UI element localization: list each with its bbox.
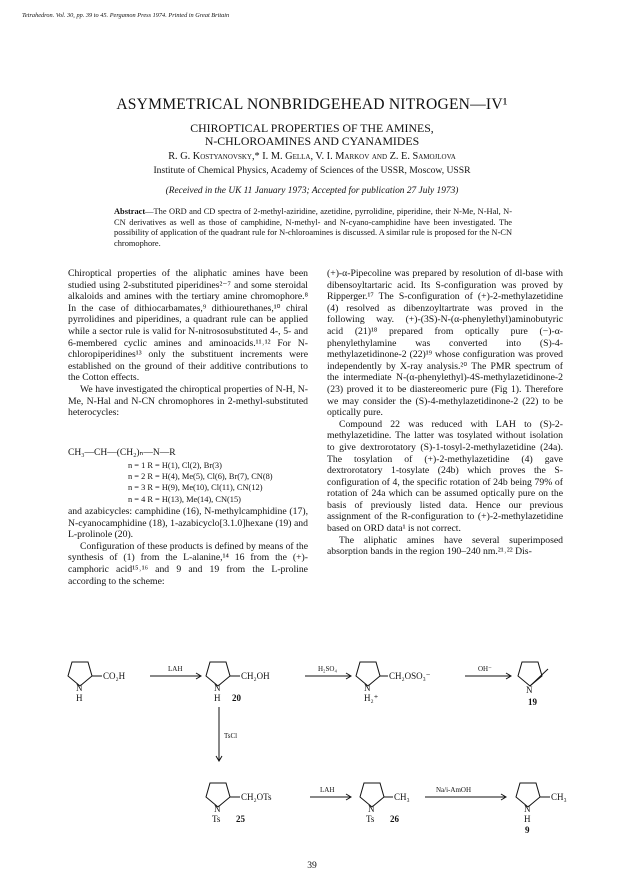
left-column-lower — [68, 506, 308, 587]
left-column — [68, 268, 308, 419]
series-row: n = 1 R = H(1), Cl(2), Br(3) — [128, 461, 222, 470]
label-n: N — [364, 683, 371, 693]
abstract — [114, 207, 512, 249]
label-ch2oh: CH₂OH — [241, 671, 270, 681]
subtitle-line-1: CHIROPTICAL PROPERTIES OF THE AMINES, — [190, 121, 434, 135]
label-h: H — [524, 814, 531, 824]
reagent-lah: LAH — [168, 665, 183, 673]
series-row: n = 2 R = H(4), Me(5), Cl(6), Br(7), CN(8) — [128, 472, 273, 482]
label-ch3: CH₃ — [394, 792, 410, 802]
label-ts: Ts — [212, 814, 221, 824]
label-ts: Ts — [366, 814, 375, 824]
right-paragraph-1: (+)-α-Pipecoline was prepared by resolution of dl-base with dibensoyltartaric acid. Its S-configuration was proved by Ripperger.¹⁷ The S-configuration of (+)-2-methylazetidine (4) resolved as dibenzoyltartrate was proved in the following way. (+)-(3S)-N-(α-phenylethyl)aminobutyric acid (21)¹⁸ prepared from optically pure (−)-α-phenylethylamine was converted into (S)-4-methylazetidinone-2 (22)¹⁹ whose configuration was proved independently by X-ray analysis.²⁰ The PMR spectrum of the intermediate N-(α-phenylethyl)-4S-methylazetidinone-2 (23) proved it to be diastereomeric pure (Fig 1). Therefore we may consider the (S)-4-methylazetidinone-2 (22) to be optically pure. — [327, 268, 563, 419]
label-ch2oso3: CH₂OSO₃⁻ — [389, 671, 431, 681]
label-n: N — [526, 685, 533, 695]
label-co2h: CO₂H — [103, 671, 126, 681]
right-paragraph-3: The aliphatic amines have several superimposed absorption bands in the region 190–240 nm.²¹˒²² Dis- — [327, 534, 563, 558]
authors: R. G. Kostyanovsky,* I. M. Gella, V. I. Markov and Z. E. Samojlova — [168, 151, 456, 162]
series-row: n = 4 R = H(13), Me(14), CN(15) — [128, 494, 241, 504]
abstract-label: Abstract — [114, 207, 146, 216]
abstract-text: —The ORD and CD spectra of 2-methyl-aziridine, azetidine, pyrrolidine, piperidine, their N-Me, N-Hal, N-CN derivatives as well as those of camphidine, N-methyl- and N-cyano-camphidine have been investigated. The possibility of application of the quadrant rule for N-chloroamines is discussed. A similar rule is proposed for the N-CN chromophore. — [114, 207, 512, 248]
series-row: n = 3 R = H(9), Me(10), Cl(11), CN(12) — [128, 483, 263, 493]
reaction-scheme — [0, 635, 624, 850]
compound-26: 26 — [390, 814, 399, 824]
label-n: N — [368, 804, 375, 814]
article-title: ASYMMETRICAL NONBRIDGEHEAD NITROGEN—IV¹ — [116, 96, 508, 113]
reagent-oh: OH⁻ — [478, 665, 492, 673]
label-ch2ots: CH₂OTs — [241, 792, 272, 802]
bond — [530, 669, 548, 686]
general-formula: CH₃—CH—(CH₂)ₙ—N—R — [68, 448, 176, 458]
label-n: N — [214, 804, 221, 814]
label-ch3: CH₃ — [551, 792, 567, 802]
page-number: 39 — [307, 860, 317, 871]
label-n: N — [524, 804, 531, 814]
label-n: N — [76, 683, 83, 693]
left-paragraph-2: We have investigated the chiroptical properties of N-H, N-Me, N-Hal and N-CN chromophores in 2-methyl-substituted heterocycles: — [68, 383, 308, 419]
compound-25: 25 — [236, 814, 245, 824]
received-dates: (Received in the UK 11 January 1973; Accepted for publication 27 July 1973) — [165, 186, 459, 196]
left-paragraph-3: and azabicycles: camphidine (16), N-methylcamphidine (17), N-cyanocamphidine (18), 1-azabicyclo[3.1.0]hexane (19) and L-prolinole (20). — [68, 506, 308, 541]
compound-9: 9 — [525, 825, 530, 835]
right-paragraph-2: Compound 22 was reduced with LAH to (S)-2-methylazetidine. The latter was tosylated without isolation to give dextrorotatory (S)-1-tosyl-2-methylazetidine (24a). The tosylation of (+)-2-methylazetidine (4) gave dextrorotatory 1-tosylate (24b) which proves the S-configuration of 4, the specific rotation of 24b being 79% of rotation of 24a which can be assumed optically pure on the basis of previously listed data. Hence our previous assignment of the R-configuration to (+)-2-methylazetidine based on ORD data¹ is not correct. — [327, 418, 563, 535]
compound-20: 20 — [232, 693, 241, 703]
reagent-na: Na/i-AmOH — [436, 786, 471, 794]
reagent-h2so4: H₂SO₄ — [318, 665, 337, 673]
reagent-lah-2: LAH — [320, 786, 335, 794]
institution: Institute of Chemical Physics, Academy of Sciences of the USSR, Moscow, USSR — [153, 165, 471, 176]
compound-19: 19 — [528, 697, 537, 707]
compound-series — [128, 460, 313, 505]
right-column — [327, 268, 563, 558]
subtitle-line-2: N-CHLOROAMINES AND CYANAMIDES — [204, 134, 420, 148]
label-h: H — [214, 693, 221, 703]
label-h2: H₂⁺ — [364, 693, 379, 703]
label-h: H — [76, 693, 83, 703]
left-paragraph-1: Chiroptical properties of the aliphatic amines have been studied using 2-substituted piperidines²⁻⁷ and some steroidal alkaloids and amines with the tertiary amine chromophore.⁸ In the case of dithiocarbamates,⁹ dithiourethanes,¹⁰ chiral pyrrolidines and piperidines, a quadrant rule can be applied while a sector rule is valid for N-nitrososubstituted 4-, 5- and 6-membered cyclic amines and aminoacids.¹¹˒¹² For N-chloropiperidines¹³ only the substituent increments were established on the ground of their additive contributions to the Cotton effects. — [68, 268, 308, 384]
left-paragraph-4: Configuration of these products is defined by means of the synthesis of (1) from the L-alanine,¹⁴ 16 from the (+)-camphoric acid¹⁵˒¹⁶ and 9 and 19 from the L-proline according to the scheme: — [68, 540, 308, 587]
label-n: N — [214, 683, 221, 693]
running-head: Tetrahedron. Vol. 30, pp. 39 to 45. Pergamon Press 1974. Printed in Great Britain — [22, 12, 230, 19]
reagent-tscl: TsCl — [224, 732, 238, 740]
azabicycle-ring — [518, 662, 542, 686]
